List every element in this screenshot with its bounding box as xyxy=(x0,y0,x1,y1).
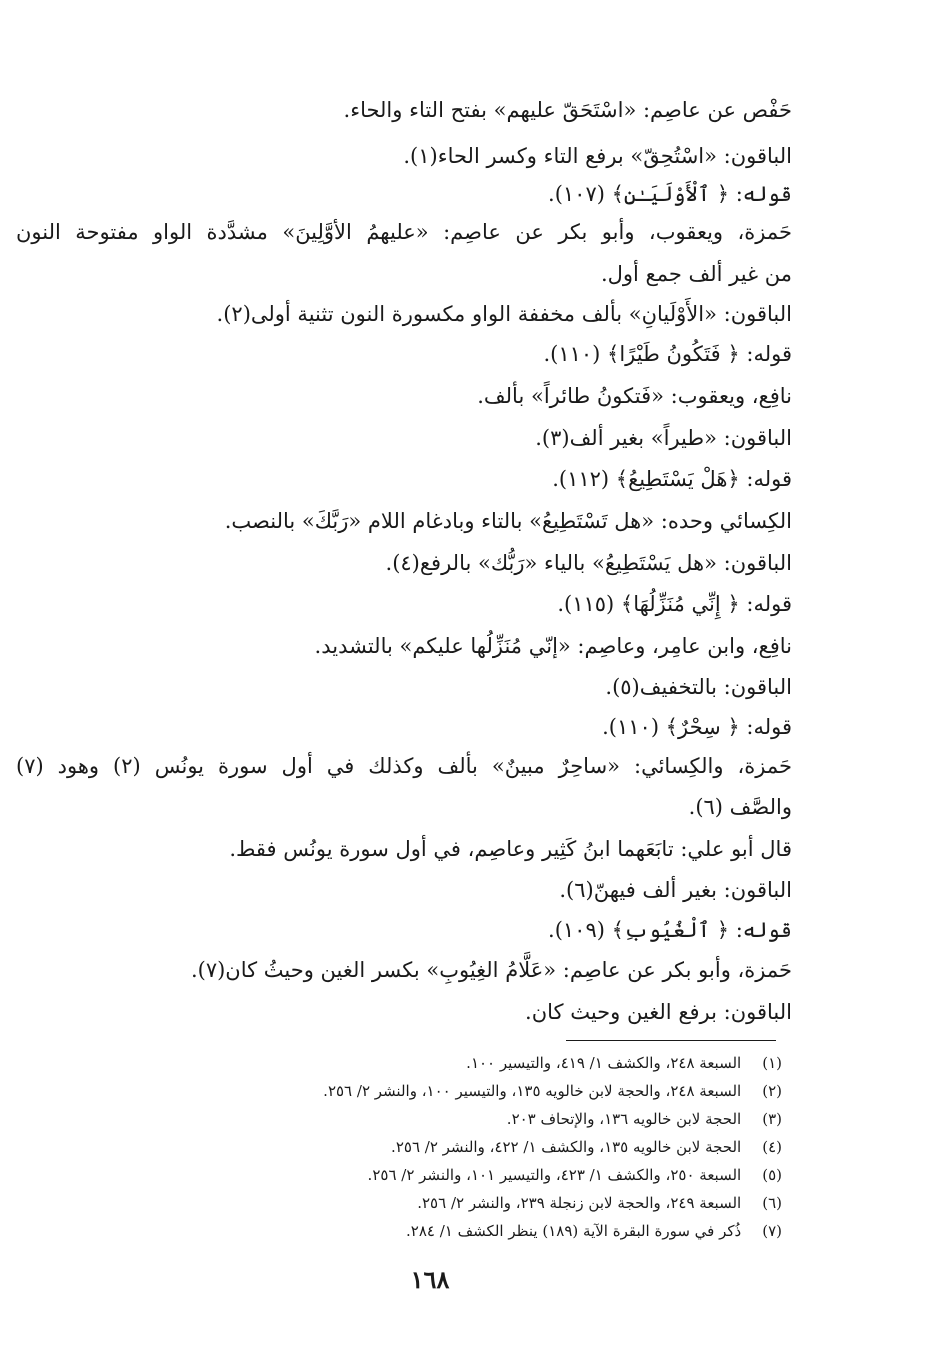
footnote-separator xyxy=(566,1040,776,1041)
text-line: الكِسائي وحده: «هل تَسْتَطِيعُ» بالتاء وبادغام اللام «رَبَّكَ» بالنصب. xyxy=(224,509,792,533)
text-line: والصَّف (٦). xyxy=(688,795,792,819)
text-line: الباقون: «هل يَسْتَطِيعُ» بالياء «رَبُّك» بالرفع(٤). xyxy=(385,551,792,575)
text-line: الباقون: «الأَوْلَيانِ» بألف مخففة الواو مكسورة النون تثنية أولى(٢). xyxy=(216,302,792,326)
footnote xyxy=(368,1164,782,1188)
text-line: نافِع، ويعقوب: «فَتكونُ طائراً» بألف. xyxy=(477,384,792,408)
text-line: حَمزة، والكِسائي: «ساحِرٌ مبينٌ» بألف وكذلك في أول سورة يونُس (٢) وهود (٧) xyxy=(16,754,792,778)
footnote xyxy=(406,1220,782,1244)
text-line: الباقون: «اسْتُحِقّ» برفع التاء وكسر الحاء(١). xyxy=(403,144,792,168)
footnote-text: الحجة لابن خالويه ١٣٥، والكشف ١/ ٤٢٢، والنشر ٢/ ٢٥٦. xyxy=(391,1138,742,1156)
footnote-text: ذُكر في سورة البقرة الآية (١٨٩) ينظر الكشف ١/ ٢٨٤. xyxy=(406,1222,742,1240)
text-line: الباقون: «طيراً» بغير ألف(٣). xyxy=(535,426,792,450)
footnote-number: (٤) xyxy=(762,1138,782,1156)
text-line: قال أبو علي: تابَعَهما ابنُ كَثِير وعاصِم، في أول سورة يونُس فقط. xyxy=(229,837,792,861)
footnote-number: (١) xyxy=(762,1054,782,1072)
text-line: حَمزة، ويعقوب، وأبو بكر عن عاصِم: «عليهمُ الأوَّلِينَ» مشدَّدة الواو مفتوحة النون xyxy=(16,220,792,244)
text-line: قوله: ﴿ سِحْرٌ﴾ (١١٠). xyxy=(602,715,792,739)
text-line: الباقون: بالتخفيف(٥). xyxy=(605,675,792,699)
text-line: الباقون: برفع الغين وحيث كان. xyxy=(525,1000,792,1024)
footnote xyxy=(391,1136,782,1160)
text-line: نافِع، وابن عامِر، وعاصِم: «إنّي مُنَزِّلُها عليكم» بالتشديد. xyxy=(314,634,792,658)
text-line: حَفْص عن عاصِم: «اسْتَحَقّ عليهم» بفتح التاء والحاء. xyxy=(343,98,792,122)
footnote-number: (٢) xyxy=(762,1082,782,1100)
text-line: قوله: ﴿ إِنِّي مُنَزِّلُهَا﴾ (١١٥). xyxy=(557,592,792,616)
footnote-text: السبعة ٢٥٠، والكشف ١/ ٤٢٣، والتيسير ١٠١، والنشر ٢/ ٢٥٦. xyxy=(367,1166,742,1184)
footnote xyxy=(507,1108,782,1132)
footnote-text: السبعة ٢٤٨، والحجة لابن خالويه ١٣٥، والتيسير ١٠٠، والنشر ٢/ ٢٥٦. xyxy=(323,1082,742,1100)
footnote-text: الحجة لابن خالويه ١٣٦، والإتحاف ٢٠٣. xyxy=(506,1110,742,1128)
footnote xyxy=(417,1192,782,1216)
page-number: ١٦٨ xyxy=(410,1265,450,1294)
footnote xyxy=(466,1052,782,1076)
text-line: قوله: ﴿هَلْ يَسْتَطِيعُ﴾ (١١٢). xyxy=(552,467,792,491)
text-line: قوله: ﴿ ٱلْأَوْلَيَـٰنِ﴾ (١٠٧). xyxy=(548,182,792,206)
text-line: الباقون: بغير ألف فيهنّ(٦). xyxy=(559,878,792,902)
text-line: قوله: ﴿ فَتَكُونُ طَيْرًا﴾ (١١٠). xyxy=(543,342,792,366)
footnote-text: السبعة ٢٤٨، والكشف ١/ ٤١٩، والتيسير ١٠٠. xyxy=(466,1054,742,1072)
footnote-number: (٣) xyxy=(762,1110,782,1128)
footnote xyxy=(323,1080,782,1104)
footnote-number: (٦) xyxy=(762,1194,782,1212)
text-line: حَمزة، وأبو بكر عن عاصِم: «عَلَّامُ الغِيُوبِ» بكسر الغين وحيثُ كان(٧). xyxy=(190,958,792,982)
footnote-number: (٧) xyxy=(762,1222,782,1240)
text-line: قوله: ﴿ ٱلْغُيُوبِ﴾ (١٠٩). xyxy=(548,918,792,942)
text-line: من غير ألف جمع أول. xyxy=(600,262,792,286)
footnote-text: السبعة ٢٤٩، والحجة لابن زنجلة ٢٣٩، والنشر ٢/ ٢٥٦. xyxy=(417,1194,742,1212)
footnote-number: (٥) xyxy=(762,1166,782,1184)
